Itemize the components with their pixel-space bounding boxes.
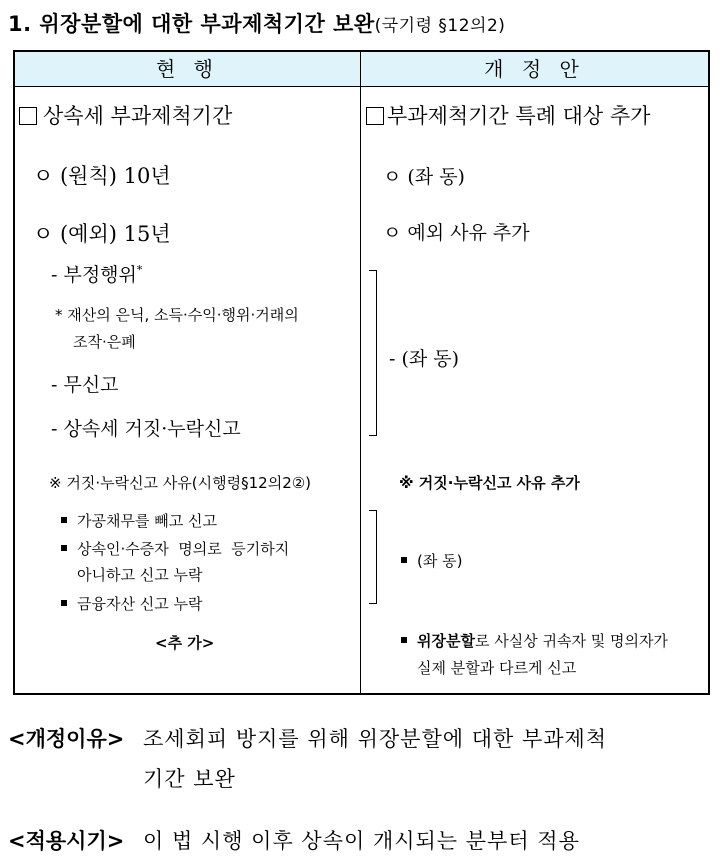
fraud-note-line2: 조작·은폐 [73, 333, 136, 351]
header-revised: 개 정 안 [484, 57, 585, 81]
revised-new-reason-line2: 실제 분할과 다르게 신고 [417, 659, 577, 677]
section-title-ref: (국기령 §12의2) [374, 16, 506, 36]
bracket-reason-group [369, 510, 377, 604]
reason-label: <개정이유> [8, 727, 125, 751]
current-reason-1: 가공채무를 빼고 신고 [61, 510, 217, 531]
revised-reasons-title: ※ 거짓·누락신고 사유 추가 [399, 474, 580, 492]
bullet-icon [61, 517, 67, 523]
current-principle: ㅇ (원칙) 10년 [33, 164, 171, 188]
header-current: 현 행 [156, 57, 219, 81]
section-title-main: 1. 위장분할에 대한 부과제척기간 보완 [8, 12, 375, 36]
current-item-title: 상속세 부과제척기간 [19, 100, 232, 130]
reason-line1: 조세회피 방지를 위해 위장분할에 대한 부과제척 [143, 727, 608, 751]
revised-same-square: (좌 동) [401, 550, 462, 571]
checkbox-icon [366, 107, 384, 125]
current-reason-2: 상속인·수증자 명의로 등기하지 [61, 538, 289, 559]
bracket-fraud-group [369, 270, 377, 436]
current-reason-3: 금융자산 신고 누락 [61, 593, 202, 614]
comparison-table [13, 50, 710, 695]
bullet-icon [61, 600, 67, 606]
revised-exception: ㅇ 예외 사유 추가 [383, 222, 530, 244]
current-exception: ㅇ (예외) 15년 [33, 222, 171, 246]
reason-line2: 기간 보완 [143, 767, 236, 791]
current-reason-2-line2: 아니하고 신고 누락 [77, 566, 203, 584]
apply-text: 이 법 시행 이후 상속이 개시되는 분부터 적용 [143, 829, 580, 853]
current-added: <추 가> [155, 634, 215, 652]
column-divider [360, 52, 361, 693]
fraud-footnote-mark: * [136, 263, 143, 277]
bullet-icon [401, 557, 407, 563]
apply-label: <적용시기> [8, 829, 125, 853]
revised-new-reason: 위장분할로 사실상 귀속자 및 명의자가 [401, 630, 668, 651]
bullet-icon [61, 545, 67, 551]
bullet-icon [401, 637, 407, 643]
revised-principle: ㅇ (좌 동) [383, 166, 465, 188]
current-reasons-title: ※ 거짓·누락신고 사유(시행령§12의2②) [49, 474, 312, 492]
current-fraud: - 부정행위* [51, 263, 143, 286]
revised-item-title: 부과제척기간 특례 대상 추가 [366, 100, 650, 130]
checkbox-icon [19, 107, 37, 125]
fraud-note-line1: * 재산의 은닉, 소득·수익·행위·거래의 [55, 306, 299, 324]
table-header [15, 52, 708, 87]
current-false-report: - 상속세 거짓·누락신고 [51, 418, 241, 440]
section-title [8, 8, 505, 38]
revised-same-dash: - (좌 동) [389, 348, 460, 370]
current-no-report: - 무신고 [51, 374, 119, 396]
